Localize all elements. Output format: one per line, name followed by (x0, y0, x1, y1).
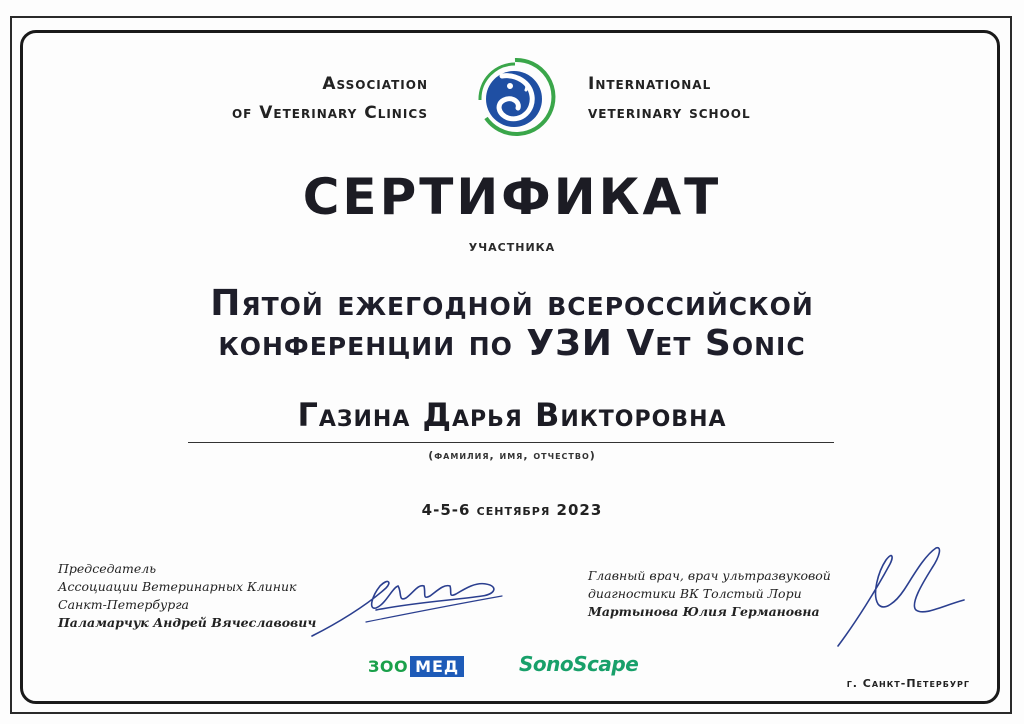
veterinary-school-logo-icon (474, 56, 556, 138)
event-title-line1: Пятой ежегодной всероссийской (210, 283, 814, 324)
left-signatory-title1: Председатель (58, 561, 157, 576)
sonoscape-logo: SonoScape (519, 652, 639, 676)
event-title (0, 284, 1024, 364)
association-name-line1: Association (322, 74, 428, 94)
right-signatory-name: Мартынова Юлия Германовна (588, 604, 820, 619)
right-signature (832, 542, 972, 654)
right-signatory-title1: Главный врач, врач ультразвуковой (588, 568, 831, 583)
right-signatory-title2: диагностики ВК Толстый Лори (588, 586, 802, 601)
left-signatory-title2: Ассоциации Ветеринарных Клиник (58, 579, 297, 594)
name-underline (188, 442, 834, 443)
school-name-line2: veterinary school (588, 103, 751, 123)
zoomed-logo (368, 655, 464, 677)
zoomed-logo-part2: МЕД (410, 656, 464, 677)
left-signatory-title3: Санкт-Петербурга (58, 597, 189, 612)
event-title-line2: конференции по УЗИ Vet Sonic (218, 323, 806, 364)
zoomed-logo-part1: ЗОО (368, 656, 409, 676)
left-signatory-name: Паламарчук Андрей Вячеславович (58, 615, 317, 630)
right-signatory (588, 567, 831, 621)
certificate-title: СЕРТИФИКАТ (302, 168, 722, 226)
school-name (588, 70, 751, 128)
name-hint: (фамилия, имя, отчество) (428, 449, 596, 462)
left-signatory (58, 560, 316, 632)
certificate-subtitle: участника (468, 237, 556, 255)
association-name-line2: of Veterinary Clinics (231, 103, 428, 123)
association-name (232, 70, 428, 128)
event-date: 4-5-6 сентября 2023 (421, 501, 603, 519)
recipient-name: Газина Дарья Викторовна (297, 396, 727, 434)
left-signature (306, 566, 512, 644)
school-name-line1: International (588, 74, 712, 94)
city-label: г. Санкт-Петербург (846, 677, 970, 690)
